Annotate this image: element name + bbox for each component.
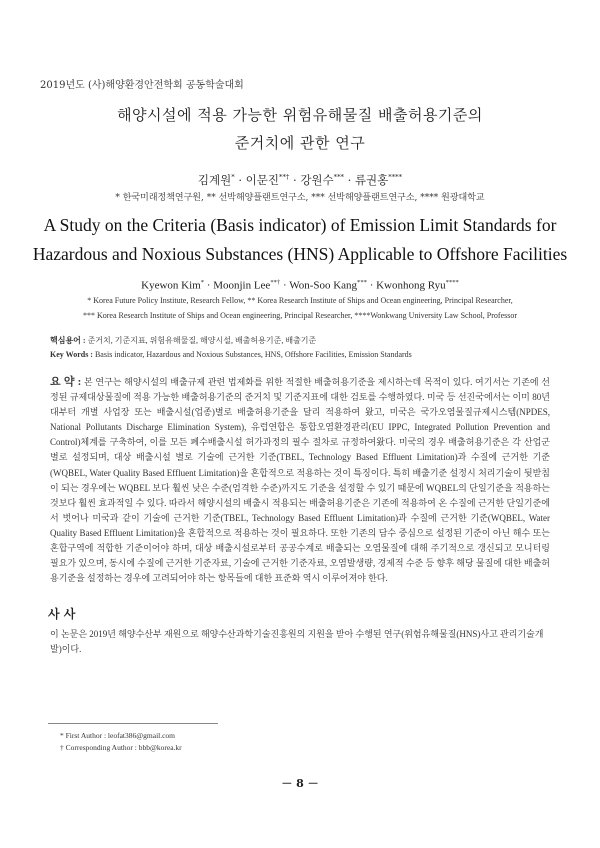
korean-author-2-mark: **† [279,173,290,182]
korean-title-line1: 해양시설에 적용 가능한 위험유해물질 배출허용기준의 [117,106,483,124]
abstract-label: 요 약 : [50,376,82,388]
footnote-first-author: * First Author : leofat386@gmail.com [60,731,176,740]
korean-keywords-text: 준거치, 기준지표, 위험유해물질, 해양시설, 배출허용기준, 배출기준 [87,336,317,345]
english-author-3-mark: *** [357,279,367,286]
footnote-corresponding-author: † Corresponding Author : bbb@korea.kr [60,743,182,752]
page-number: － 8 － [281,777,319,790]
english-affiliations-line1: * Korea Future Policy Institute, Research Fellow, ** Korea Research Institute of Ships and Ocean engineering, Principal Researcher, [87,296,513,305]
english-author-2-mark: **† [270,279,281,286]
korean-author-1: 김계원 [197,173,232,187]
conference-header: 2019년도 (사)해양환경안전학회 공동학술대회 [40,80,244,91]
english-keywords [50,350,412,359]
english-author-3: Won-Soo Kang [289,279,358,292]
korean-author-4-mark: **** [388,173,403,182]
korean-author-4: 류권홍 [354,173,389,187]
korean-title-line2: 준거치에 관한 연구 [234,134,366,152]
acknowledgement-heading: 사 사 [48,607,76,621]
english-keywords-text: Basis indicator, Hazardous and Noxious Substances, HNS, Offshore Facilities, Emission Standards [94,350,412,359]
korean-affiliations: * 한국미래정책연구원, ** 선박해양플랜트연구소, *** 선박해양플랜트연구소, **** 원광대학교 [115,193,485,203]
korean-author-3: 강원수 [300,173,334,187]
footnote-divider [48,723,218,724]
english-author-2: Moonjin Lee [213,279,271,292]
korean-keywords-label: 핵심용어 : [50,336,86,345]
english-keywords-label: Key Words : [50,350,93,359]
korean-author-1-mark: * [231,173,235,182]
abstract-text: 본 연구는 해양시설의 배출규제 관련 법제화를 위한 적절한 배출허용기준을 제시하는데 목적이 있다. 여기서는 기존에 선정된 규제대상물질에 적용 가능한 배출허용기준의 준거치 및 기준지표에 대한 검토를 수행하였다. 미국 등 선진국에서는 이미 80년대부터 개별 사업장 또는 배출시설(업종)별로 배출허용기준을 달리 적용하여 왔고, 미국은 국가오염물질규제시스템(NPDES, National Pollutants Discharge Elimination System), 유럽연합은 통합오염환경관리(EU IPPC, Integrated Pollution Prevention and Control)체계를 구축하여, 이를 모든 폐수배출시설 허가과정의 필수 절차로 규정하여왔다. 미국의 경우 배출허용기준은 각 산업군 별로 설정되며, 대상 배출시설 별로 기술에 근거한 기준(TBEL, Technology Based Effluent Limitation)과 수질에 근거한 기준(WQBEL, Water Quality Based Effluent Limitation)을 혼합적으로 적용하는 것이 특징이다. 특히 배출기준 설정시 처리기술이 뒷받침이 되는 경우에는 WQBEL 보다 훨씬 낮은 수준(엄격한 수준)까지도 기준을 설정할 수 있기 때문에 WQBEL의 단일기준을 적용하는 것보다 훨씬 효과적일 수 있다. 따라서 해양시설의 배출시 적용되는 배출허용기준은 기존에 적용하여 온 수질에 근거한 단일기준에서 벗어나 미국과 같이 기술에 근거한 기준(TBEL, Technology Based Effluent Limitation)과 수질에 근거한 기준(WQBEL, Water Quality Based Effluent Limitation)을 혼합적으로 적용하는 것이 필요하다. 또한 기존의 담수 중심으로 설정된 기준이 아닌 해수 또는 혼합구역에 적합한 기준이어야 하며, 대상 배출시설로부터 공공수계로 배출되는 오염물질에 대해 주기적으로 갱신되고 모니터링 필요가 있으며, 동시에 수질에 근거한 기준자료, 기술에 근거한 기준자료, 오염발생량, 경제적 수준 등 향후 해당 물질에 대한 배출허용기준을 설정하는 경우에 고려되어야 하는 항목들에 대한 표준화 역시 이루어져야 한다. [50,377,551,584]
korean-authors: 김계원* · 이문진**† · 강원수*** · 류권홍**** [197,173,403,187]
acknowledgement-text: 이 논문은 2019년 해양수산부 재원으로 해양수산과학기술진흥원의 지원을 받아 수행된 연구(위험유해물질(HNS)사고 관리기술개발)이다. [50,629,544,654]
abstract [50,375,550,586]
korean-author-2: 이문진 [245,173,279,187]
english-author-1: Kyewon Kim [141,279,201,292]
english-authors: Kyewon Kim* · Moonjin Lee**† · Won-Soo Kang*** · Kwonhong Ryu**** [141,279,459,292]
english-affiliations-line2: *** Korea Research Institute of Ships and Ocean engineering, Principal Researcher, ****Wonkwang University Law School, Professor [82,311,518,320]
english-author-4: Kwonhong Ryu [376,279,446,292]
english-title-line1: A Study on the Criteria (Basis indicator) of Emission Limit Standards for [43,215,557,235]
english-title-line2: Hazardous and Noxious Substances (HNS) Applicable to Offshore Facilities [32,244,568,264]
english-author-4-mark: **** [445,279,459,286]
korean-author-3-mark: *** [333,173,344,182]
korean-keywords [50,335,316,346]
english-author-1-mark: * [200,279,205,286]
